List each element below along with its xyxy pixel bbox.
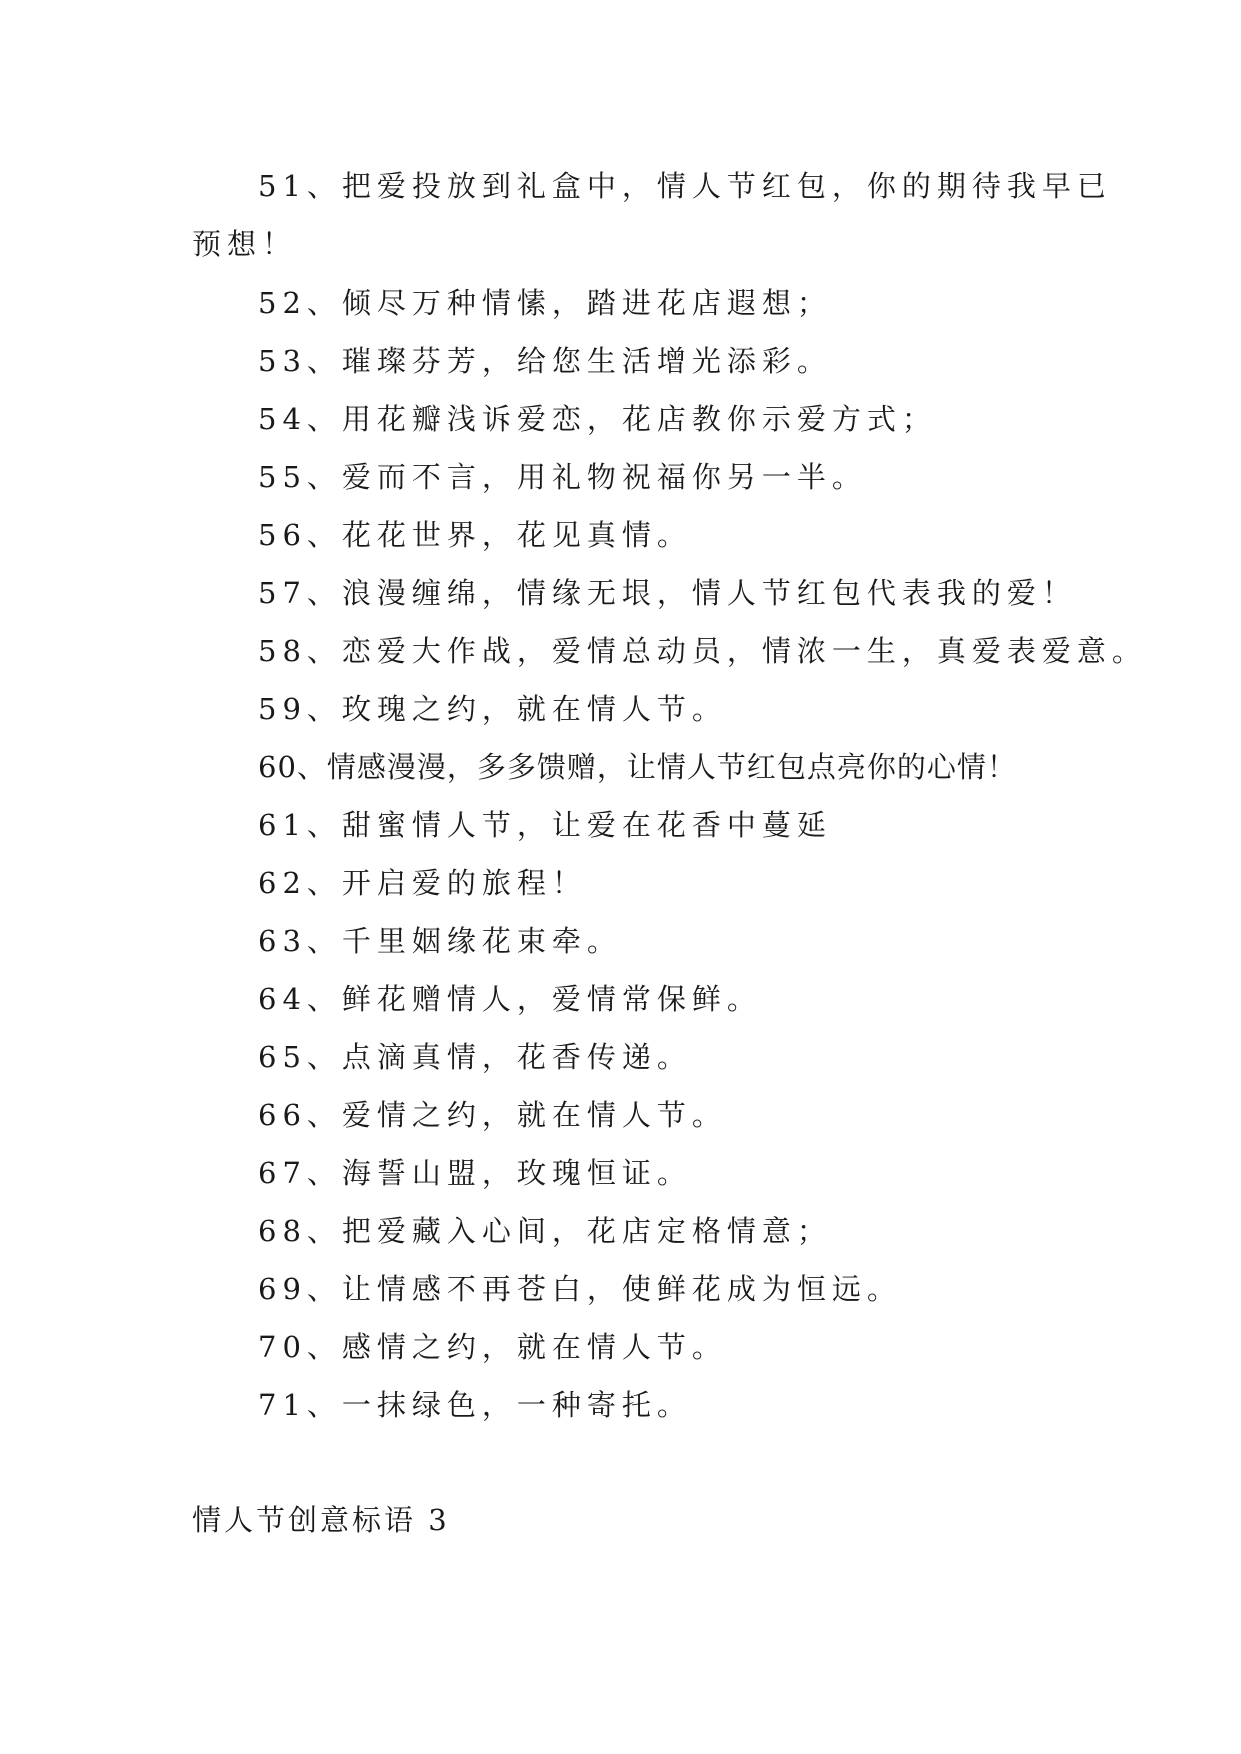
slogan-57: 57、浪漫缠绵，情缘无垠，情人节红包代表我的爱！: [258, 576, 1077, 610]
slogan-51-line2: 预想！: [192, 227, 298, 261]
slogan-61: 61、甜蜜情人节，让爱在花香中蔓延: [258, 808, 832, 842]
slogan-62: 62、开启爱的旅程！: [258, 866, 587, 900]
slogan-66: 66、爱情之约，就在情人节。: [258, 1098, 727, 1132]
slogan-70: 70、感情之约，就在情人节。: [258, 1330, 727, 1364]
slogan-53: 53、璀璨芬芳，给您生活增光添彩。: [258, 344, 832, 378]
slogan-65: 65、点滴真情，花香传递。: [258, 1040, 692, 1074]
slogan-71: 71、一抹绿色，一种寄托。: [258, 1388, 692, 1422]
slogan-63: 63、千里姻缘花束牵。: [258, 924, 622, 958]
slogan-69: 69、让情感不再苍白，使鲜花成为恒远。: [258, 1272, 902, 1306]
slogan-68: 68、把爱藏入心间，花店定格情意；: [258, 1214, 832, 1248]
slogan-58: 58、恋爱大作战，爱情总动员，情浓一生，真爱表爱意。: [258, 634, 1147, 668]
slogan-54: 54、用花瓣浅诉爱恋，花店教你示爱方式；: [258, 402, 937, 436]
slogan-64: 64、鲜花赠情人，爱情常保鲜。: [258, 982, 762, 1016]
slogan-60: 60、情感漫漫，多多馈赠，让情人节红包点亮你的心情！: [258, 750, 1017, 784]
slogan-67: 67、海誓山盟，玫瑰恒证。: [258, 1156, 692, 1190]
slogan-55: 55、爱而不言，用礼物祝福你另一半。: [258, 460, 867, 494]
slogan-59: 59、玫瑰之约，就在情人节。: [258, 692, 727, 726]
section-heading: 情人节创意标语 3: [192, 1503, 450, 1537]
slogan-56: 56、花花世界，花见真情。: [258, 518, 692, 552]
slogan-51-line1: 51、把爱投放到礼盒中，情人节红包，你的期待我早已: [258, 169, 1112, 203]
slogan-52: 52、倾尽万种情愫，踏进花店遐想；: [258, 286, 832, 320]
